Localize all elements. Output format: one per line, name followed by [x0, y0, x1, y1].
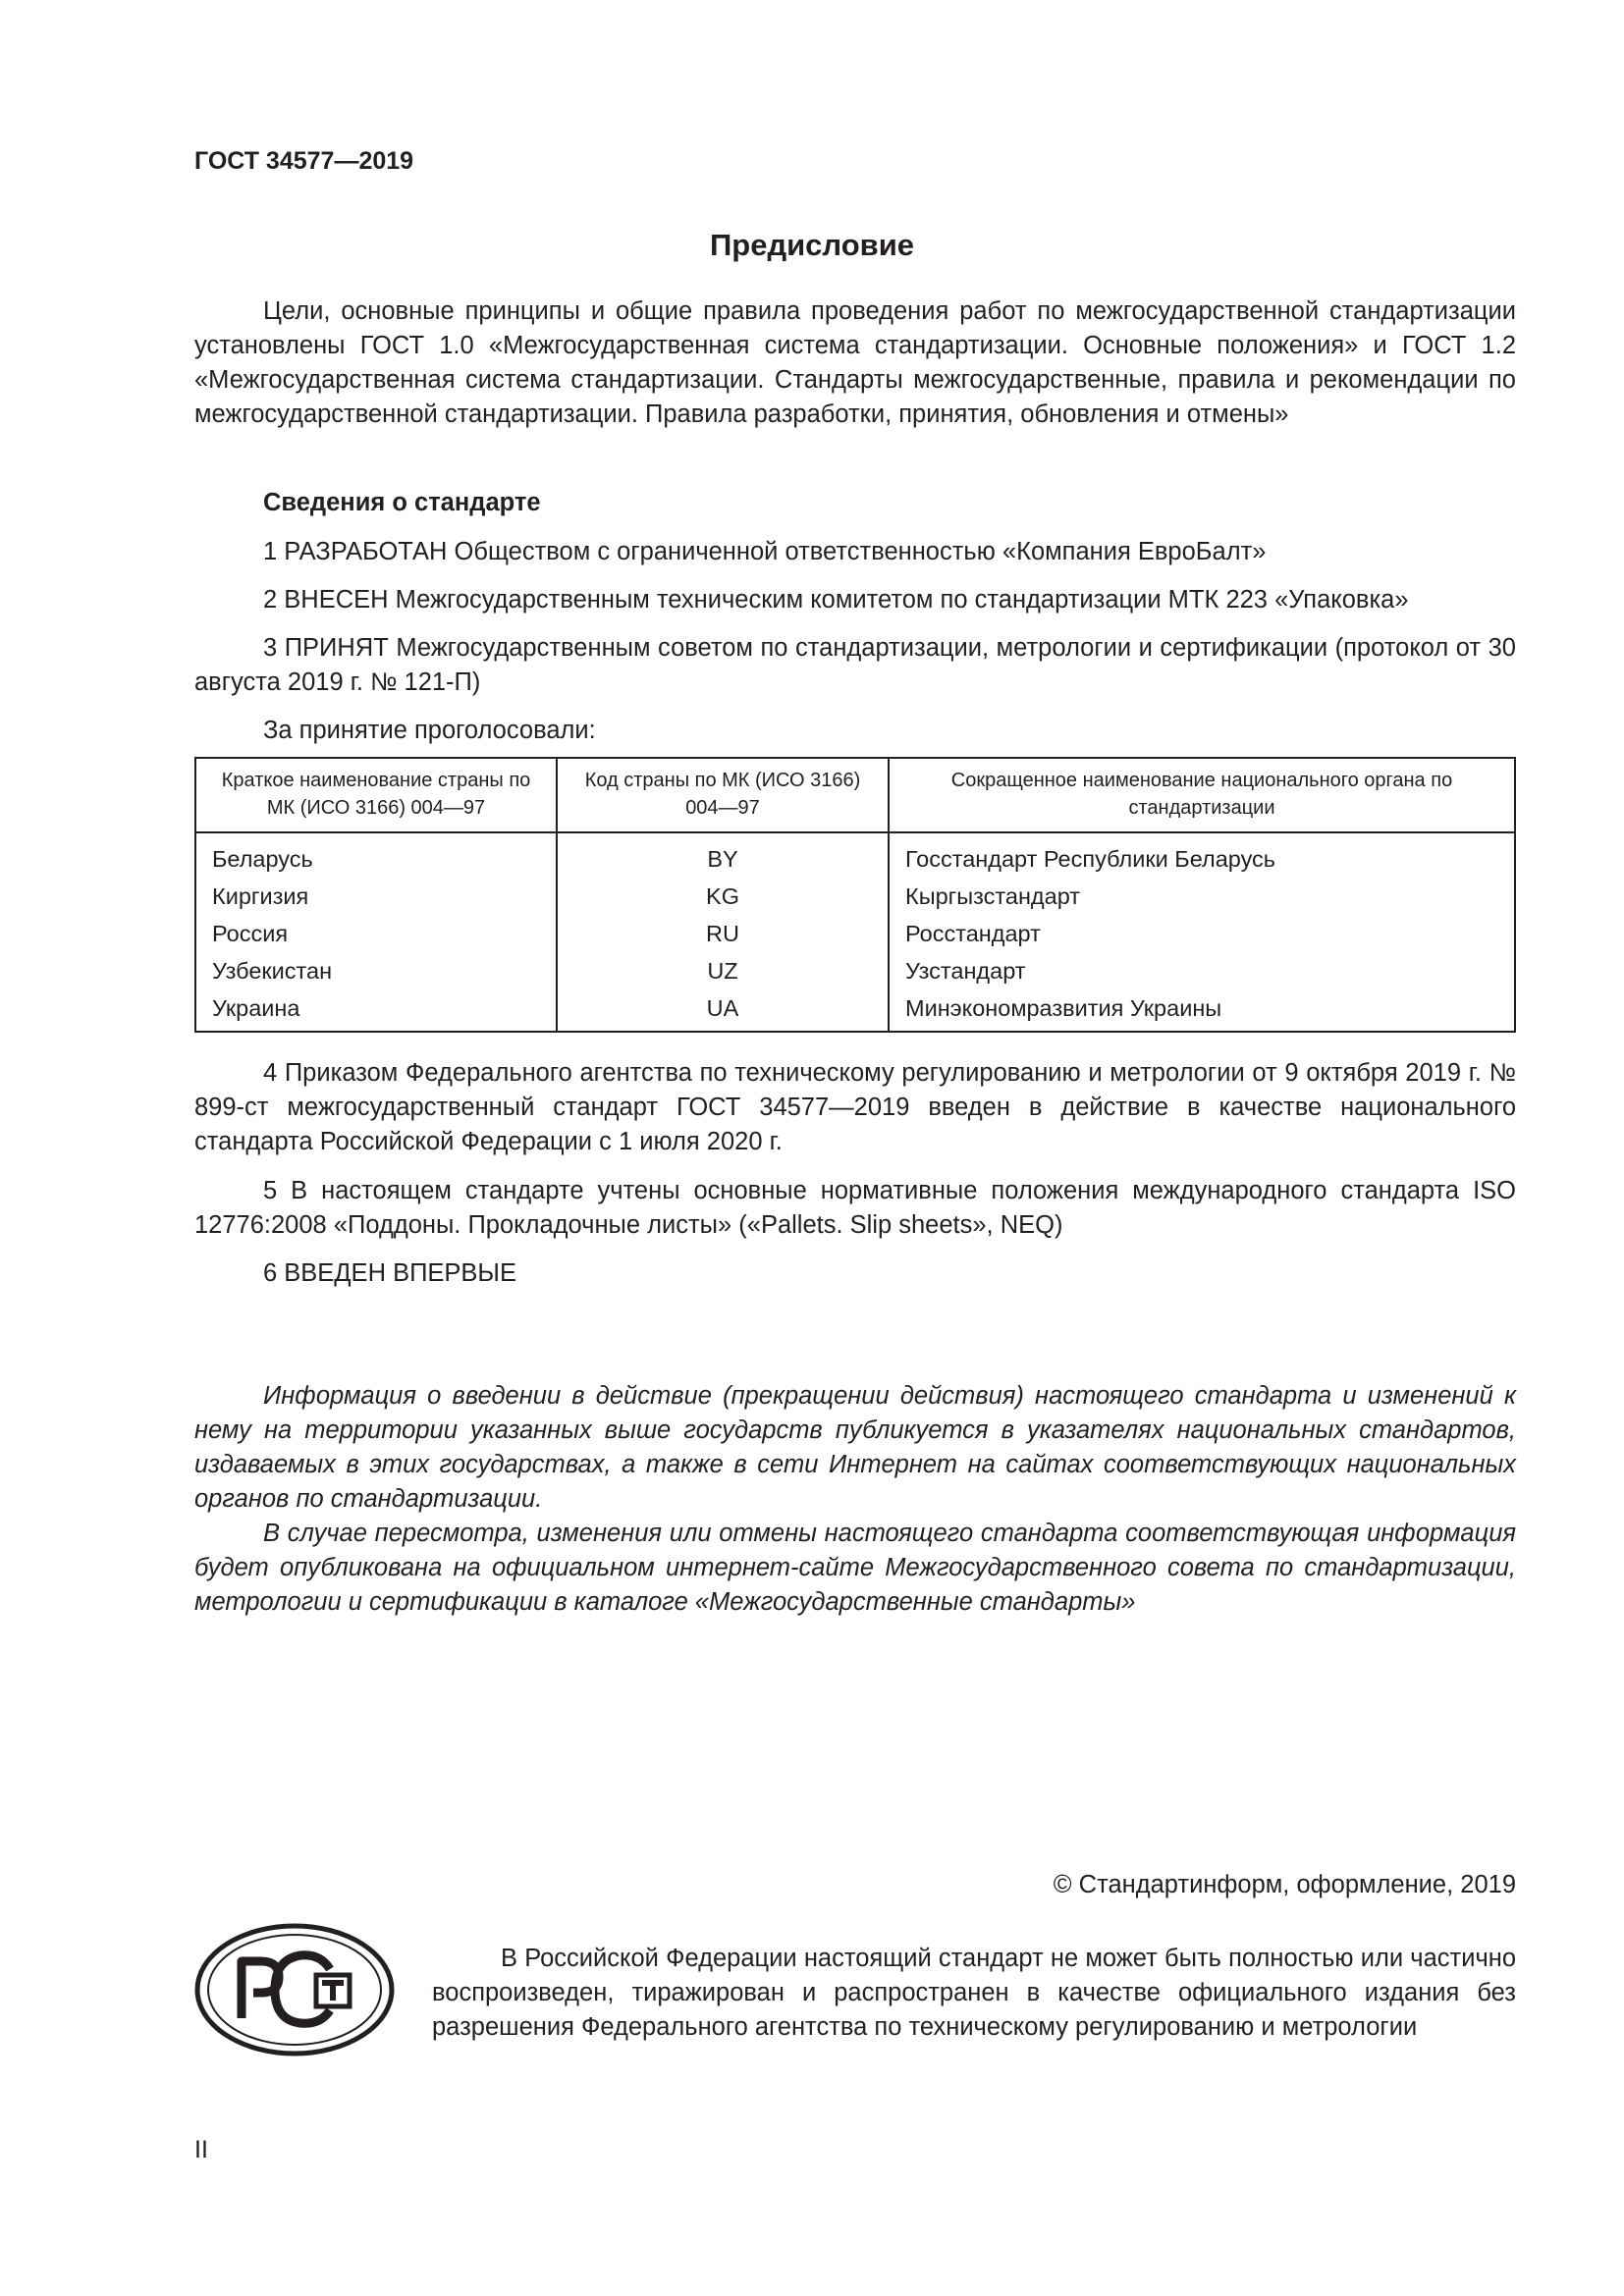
authority-cell: Минэкономразвития Украины	[889, 989, 1515, 1032]
intro-paragraph: Цели, основные принципы и общие правила проведения работ по межгосударственной стандартизации установлены ГОСТ 1.0 «Межгосударственная система стандартизации. Основные положения» и ГОСТ 1.2 «Межгосударственная система стандартизации. Стандарты межгосударственные, правила и рекомендации по межгосударственной стандартизации. Правила разработки, принятия, обновления и отмены»	[194, 297, 1516, 428]
code-cell: RU	[557, 915, 889, 952]
code-cell: KG	[557, 878, 889, 915]
authority-cell: Узстандарт	[889, 952, 1515, 989]
column-header-authority: Сокращенное наименование национального органа по стандартизации	[889, 758, 1515, 832]
authority-cell: Росстандарт	[889, 915, 1515, 952]
country-cell: Киргизия	[195, 878, 557, 915]
code-cell: UA	[557, 989, 889, 1032]
table-header-row	[195, 758, 1515, 832]
voted-label: За принятие проголосовали:	[263, 717, 596, 744]
column-header-code: Код страны по МК (ИСО 3166) 004—97	[557, 758, 889, 832]
country-cell: Узбекистан	[195, 952, 557, 989]
column-header-country: Краткое наименование страны по МК (ИСО 3166) 004—97	[195, 758, 557, 832]
page-title: Предисловие	[709, 228, 914, 262]
country-cell: Россия	[195, 915, 557, 952]
running-head: ГОСТ 34577—2019	[194, 147, 414, 175]
table-row	[195, 952, 1515, 989]
item-5: 5 В настоящем стандарте учтены основные нормативные положения международного стандарта ISO 12776:2008 «Поддоны. Прокладочные листы» («Pallets. Slip sheets», NEQ)	[194, 1177, 1516, 1239]
table-row	[195, 915, 1515, 952]
table-row	[195, 989, 1515, 1032]
info-heading: Сведения о стандарте	[263, 489, 541, 516]
country-cell: Беларусь	[195, 832, 557, 878]
item-4: 4 Приказом Федерального агентства по техническому регулированию и метрологии от 9 октября 2019 г. № 899-ст межгосударственный стандарт ГОСТ 34577—2019 введен в действие в качестве национального стандарта Российской Федерации с 1 июля 2020 г.	[194, 1059, 1516, 1155]
code-cell: BY	[557, 832, 889, 878]
country-cell: Украина	[195, 989, 557, 1032]
item-3: 3 ПРИНЯТ Межгосударственным советом по стандартизации, метрологии и сертификации (протокол от 30 августа 2019 г. № 121-П)	[194, 634, 1516, 696]
authority-cell: Кыргызстандарт	[889, 878, 1515, 915]
notice-paragraph-2: В случае пересмотра, изменения или отмены настоящего стандарта соответствующая информация будет опубликована на официальном интернет-сайте Межгосударственного совета по стандартизации, метрологии и сертификации в каталоге «Межгосударственные стандарты»	[194, 1520, 1516, 1616]
item-1: 1 РАЗРАБОТАН Обществом с ограниченной ответственностью «Компания ЕвроБалт»	[263, 538, 1267, 565]
reproduction-notice: В Российской Федерации настоящий стандарт не может быть полностью или частично воспроизведен, тиражирован и распространен в качестве официального издания без разрешения Федерального агентства по техническому регулированию и метрологии	[432, 1945, 1516, 2041]
item-2: 2 ВНЕСЕН Межгосударственным техническим комитетом по стандартизации МТК 223 «Упаковка»	[263, 586, 1409, 614]
rst-certification-mark-icon	[194, 1922, 396, 2057]
voting-table	[194, 757, 1516, 1033]
item-6: 6 ВВЕДЕН ВПЕРВЫЕ	[263, 1259, 517, 1287]
authority-cell: Госстандарт Республики Беларусь	[889, 832, 1515, 878]
table-row	[195, 878, 1515, 915]
code-cell: UZ	[557, 952, 889, 989]
page-number: II	[194, 2136, 208, 2163]
notice-paragraph-1: Информация о введении в действие (прекращении действия) настоящего стандарта и изменений к нему на территории указанных выше государств публикуется в указателях национальных стандартов, издаваемых в этих государствах, а также в сети Интернет на сайтах соответствующих национальных органов по стандартизации.	[194, 1382, 1516, 1513]
copyright-line: © Стандартинформ, оформление, 2019	[1053, 1871, 1516, 1898]
table-row	[195, 832, 1515, 878]
